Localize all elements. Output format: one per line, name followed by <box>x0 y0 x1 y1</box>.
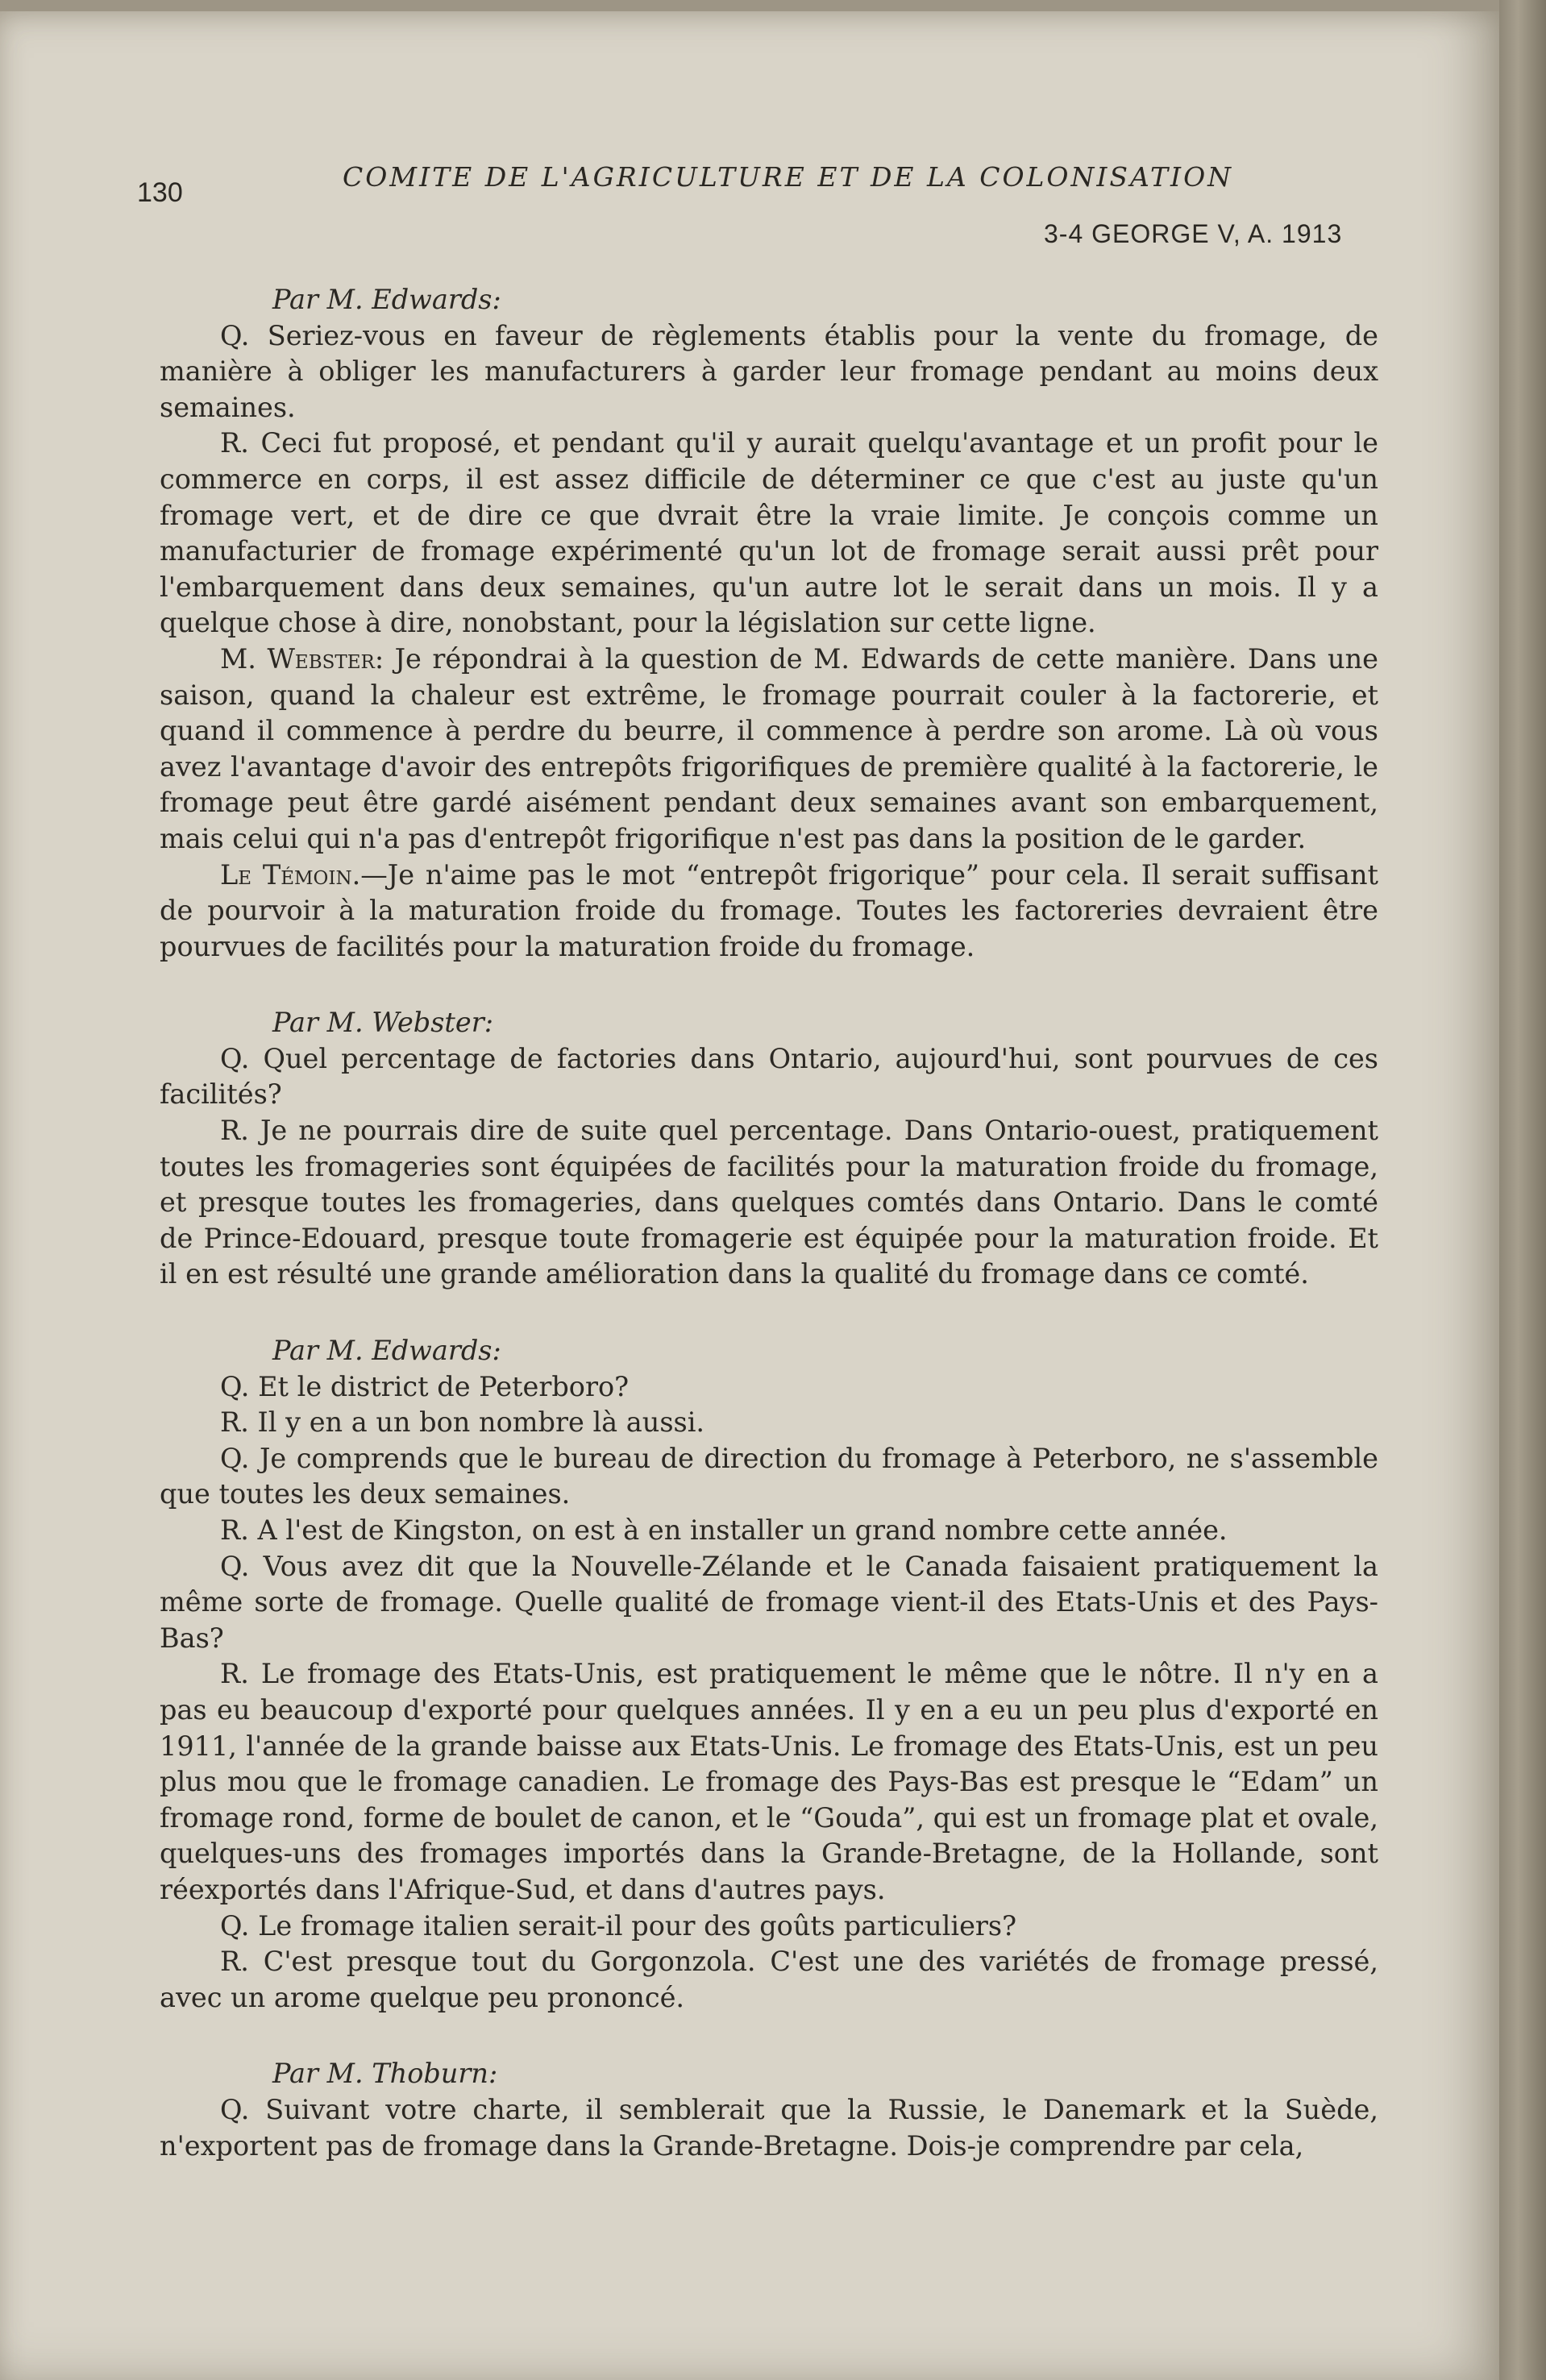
paragraph-text: .—Je n'aime pas le mot “entrepôt frigorique” pour cela. Il serait suffisant de pourvoir à la maturation froide du fromage. Toutes les factoreries devraient être pourvues de facilités pour la maturation froide du fromage. <box>160 858 1378 962</box>
paragraph: Q. Et le district de Peterboro? <box>220 1370 630 1402</box>
paragraph: Q. Vous avez dit que la Nouvelle-Zélande et le Canada faisaient pratiquement la même sorte de fromage. Quelle qualité de fromage vient-il des Etats-Unis et des Pays-Bas? <box>160 1550 1378 1654</box>
session-label: 3-4 GEORGE V, A. 1913 <box>1044 219 1343 248</box>
paragraph <box>160 858 1378 966</box>
paragraph: Q. Quel percentage de factories dans Ontario, aujourd'hui, sont pourvues de ces facilités? <box>160 1042 1378 1111</box>
paragraph: Q. Suivant votre charte, il semblerait que la Russie, le Danemark et la Suède, n'exportent pas de fromage dans la Grande-Bretagne. Dois-je comprendre par cela, <box>160 2093 1378 2162</box>
paragraph: R. Je ne pourrais dire de suite quel percentage. Dans Ontario-ouest, pratiquement toutes les fromageries sont équipées de facilités pour la maturation froide du fromage, et presque toutes les fromageries, dans quelques comtés dans Ontario. Dans le comté de Prince-Edouard, presque toute fromagerie est équipée pour la maturation froide. Et il en est résulté une grande amélioration dans la qualité du fromage dans ce comté. <box>160 1115 1378 1290</box>
speaker-name: Le Témoin <box>220 858 352 891</box>
paragraph: R. Le fromage des Etats-Unis, est pratiquement le même que le nôtre. Il n'y en a pas eu beaucoup d'exporté pour quelques années. Il y en a eu un peu plus d'exporté en 1911, l'année de la grande baisse aux Etats-Unis. Le fromage des Etats-Unis, est un peu plus mou que le fromage canadien. Le fromage des Pays-Bas est presque le “Edam” un fromage rond, forme de boulet de canon, et le “Gouda”, qui est un fromage plat et ovale, quelques-uns des fromages importés dans la Grande-Bretagne, de la Hollande, sont réexportés dans l'Afrique-Sud, et dans d'autres pays. <box>160 1658 1378 1905</box>
book-binding-edge <box>1499 0 1546 2380</box>
paragraph: R. A l'est de Kingston, on est à en installer un grand nombre cette année. <box>220 1514 1228 1546</box>
page-top-shadow <box>0 0 1499 11</box>
paragraph <box>160 642 1378 858</box>
paragraph: R. Ceci fut proposé, et pendant qu'il y aurait quelqu'avantage et un profit pour le commerce en corps, il est assez difficile de déterminer ce que c'est au juste qu'un fromage vert, et de dire ce que dvrait être la vraie limite. Je conçois comme un manufacturier de fromage expérimenté qu'un lot de fromage serait aussi prêt pour l'embarquement dans deux semaines, qu'un autre lot le serait dans un mois. Il y a quelque chose à dire, nonobstant, pour la législation sur cette ligne. <box>160 427 1378 639</box>
speaker-heading: Par M. Webster: <box>272 1007 494 1039</box>
paragraph: R. Il y en a un bon nombre là aussi. <box>220 1406 705 1439</box>
paragraph: Q. Le fromage italien serait-il pour des goûts particuliers? <box>220 1909 1017 1942</box>
speaker-heading: Par M. Edwards: <box>272 284 501 315</box>
page-header <box>137 161 1394 210</box>
paragraph: Q. Je comprends que le bureau de direction du fromage à Peterboro, ne s'assemble que toutes les deux semaines. <box>160 1442 1378 1510</box>
speaker-heading: Par M. Thoburn: <box>272 2058 498 2090</box>
paragraph: Q. Seriez-vous en faveur de règlements établis pour la vente du fromage, de manière à obliger les manufacturers à garder leur fromage pendant au moins deux semaines. <box>160 319 1378 423</box>
paragraph-text: : Je répondrai à la question de M. Edwards de cette manière. Dans une saison, quand la chaleur est extrême, le fromage pourrait couler à la factorerie, et quand il commence à perdre du beurre, il commence à perdre son arome. Là où vous avez l'avantage d'avoir des entrepôts frigorifiques de première qualité à la factorerie, le fromage peut être gardé aisément pendant deux semaines avant son embarquement, mais celui qui n'a pas d'entrepôt frigorifique n'est pas dans la position de le garder. <box>160 642 1378 854</box>
speaker-name: M. Webster <box>220 642 375 675</box>
running-title: COMITE DE L'AGRICULTURE ET DE LA COLONISATION <box>343 161 1234 193</box>
page-body <box>160 282 1378 2164</box>
paragraph: R. C'est presque tout du Gorgonzola. C'est une des variétés de fromage pressé, avec un arome quelque peu prononcé. <box>160 1946 1378 2013</box>
speaker-heading: Par M. Edwards: <box>272 1335 501 1367</box>
page-number: 130 <box>137 177 183 208</box>
